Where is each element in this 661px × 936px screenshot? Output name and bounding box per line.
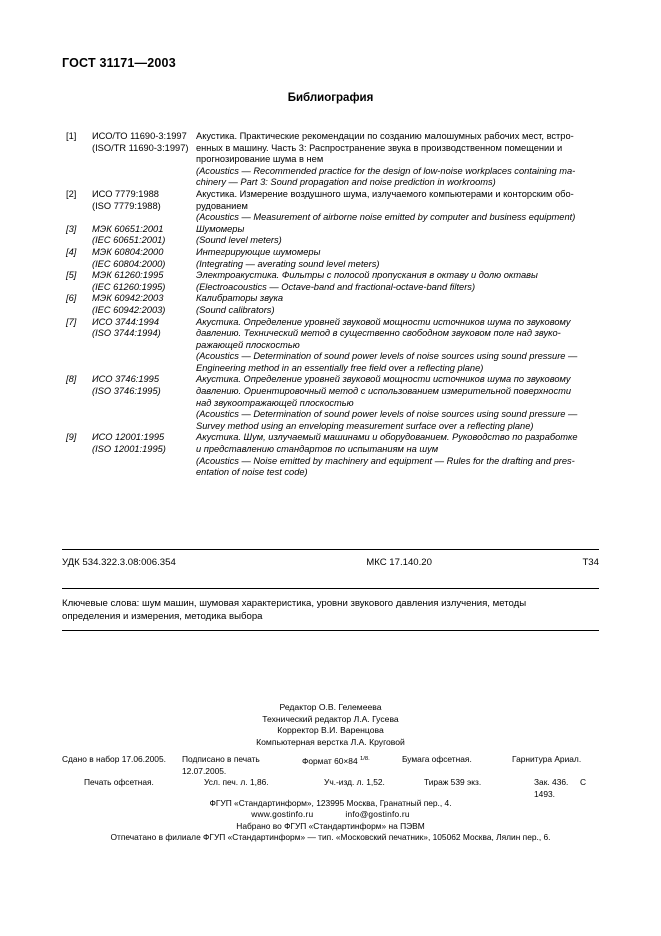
divider-middle [62, 588, 599, 589]
paper-format [302, 754, 402, 777]
keywords-block [62, 597, 602, 623]
bibliography-entry-number: [4] [66, 246, 77, 257]
print-info-block [62, 754, 602, 800]
bibliography-entry-number: [8] [66, 374, 77, 385]
bibliography-entry-number: [2] [66, 188, 77, 199]
bibliography-entry-line: над звукоотражающей плоскостью [196, 397, 354, 408]
order-number-value: Зак. 436. [534, 777, 569, 788]
bibliography-entry-line-translit: (Acoustics — Recommended practice for the design of low-noise workplaces containing ma- [196, 165, 576, 176]
bibliography-entry-line: Акустика. Определение уровней звуковой мощности источников шума по звуковому [196, 374, 571, 385]
bibliography-entry-line-translit: (Acoustics — Noise emitted by machinery and equipment — Rules for the drafting and pres- [196, 455, 575, 466]
print-info-row-1 [62, 754, 602, 777]
bibliography-entry-code-primary: ИСО 3746:1995 [92, 374, 160, 385]
layout-line: Компьютерная верстка Л.А. Круговой [256, 736, 405, 747]
bibliography-entry-text [196, 270, 606, 293]
bibliography-entry-line-translit: (Electroacoustics — Octave-band and fractional-octave-band filters) [196, 281, 476, 292]
bibliography-entry-line-translit: (Acoustics — Measurement of airborne noise emitted by computer and business equipment) [196, 212, 576, 223]
bibliography-entry-code [92, 224, 196, 247]
bibliography-entry-code-primary: ИСО 12001:1995 [92, 432, 165, 443]
keywords-line-1: Ключевые слова: шум машин, шумовая характеристика, уровни звукового давления излучения, методы [62, 598, 527, 609]
credits-block [0, 702, 661, 748]
bibliography-entry [66, 374, 606, 432]
bibliography-entry-number: [5] [66, 270, 77, 281]
publisher-contacts [0, 809, 661, 820]
conditional-sheets: Усл. печ. л. 1,86. [204, 777, 269, 788]
bibliography-list [66, 131, 606, 479]
bibliography-entry-text [196, 131, 606, 189]
bibliography-entry-code [92, 189, 196, 212]
bibliography-entry-line: Калибраторы звука [196, 293, 284, 304]
bibliography-entry-number: [3] [66, 223, 77, 234]
bibliography-entry-number: [1] [66, 131, 77, 141]
paper-type: Бумага офсетная. [402, 754, 472, 764]
bibliography-entry-line: ражающей плоскостью [196, 339, 300, 350]
bibliography-entry [66, 247, 606, 270]
bibliography-entry-text [196, 374, 606, 432]
keywords-line-2: определения и измерения, методика выбора [62, 611, 263, 622]
bibliography-entry-line: Акустика. Измерение воздушного шума, излучаемого компьютерами и конторским обо- [196, 188, 574, 199]
bibliography-entry-line-translit: (Sound calibrators) [196, 304, 275, 315]
bibliography-entry-code [92, 293, 196, 316]
bibliography-entry-line: и представлению стандартов по испытаниям на шум [196, 444, 439, 455]
bibliography-entry [66, 270, 606, 293]
publisher-email[interactable]: info@gostinfo.ru [345, 809, 410, 820]
bibliography-entry-code [92, 317, 196, 340]
typeset-date: Сдано в набор 17.06.2005. [62, 754, 166, 764]
bibliography-entry-code [92, 131, 196, 154]
classification-codes [62, 557, 599, 568]
bibliography-entry-line-translit: entation of noise test code) [196, 467, 308, 478]
bibliography-entry-code-primary: МЭК 60942:2003 [92, 293, 164, 304]
bibliography-entry-line-translit: (Acoustics — Determination of sound power levels of noise sources using sound pressure — [196, 409, 578, 420]
bibliography-entry-line: Интегрирующие шумомеры [196, 246, 321, 257]
bibliography-entry-code-secondary: (ISO 12001:1995) [92, 444, 166, 455]
paper-format-fraction: 1/8. [359, 756, 370, 762]
bibliography-entry-code-primary: МЭК 61260:1995 [92, 270, 164, 281]
bibliography-entry-code-secondary: (IEC 60651:2001) [92, 235, 166, 246]
paper-format-value: Формат 60×84 [302, 755, 358, 766]
publishing-sheets: Уч.-изд. л. 1,52. [324, 777, 385, 788]
corrector-line: Корректор В.И. Варенцова [277, 725, 384, 736]
bibliography-entry-line: рудованием [196, 200, 248, 211]
bibliography-entry [66, 224, 606, 247]
bibliography-entry-text [196, 224, 606, 247]
editor-line: Редактор О.В. Гелемеева [279, 702, 382, 712]
bibliography-entry-code-secondary: (ISO/TR 11690-3:1997) [92, 142, 189, 153]
bibliography-entry-number: [6] [66, 293, 77, 304]
bibliography-entry-code-primary: МЭК 60651:2001 [92, 223, 164, 234]
bibliography-entry-code-primary: МЭК 60804:2000 [92, 246, 164, 257]
bibliography-entry-line: давлению. Технический метод в существенно свободном звуковом поле над звуко- [196, 328, 561, 339]
bibliography-entry-line-translit: (Acoustics — Determination of sound power levels of noise sources using sound pressure — [196, 351, 578, 362]
bibliography-entry-line: Акустика. Определение уровней звуковой мощности источников шума по звуковому [196, 316, 571, 327]
bibliography-entry-number: [9] [66, 432, 77, 443]
bibliography-entry-code-secondary: (IEC 60804:2000) [92, 258, 166, 269]
bibliography-entry-code-secondary: (IEC 60942:2003) [92, 304, 166, 315]
bibliography-entry-line-translit: Engineering method in an essentially free field over a reflecting plane) [196, 362, 484, 373]
divider-bottom [62, 630, 599, 631]
publisher-address: ФГУП «Стандартинформ», 123995 Москва, Гранатный пер., 4. [209, 798, 452, 808]
bibliography-entry-line-translit: chinery — Part 3: Sound propagation and noise prediction in workrooms) [196, 177, 496, 188]
bibliography-entry-code-secondary: (ISO 7779:1988) [92, 200, 161, 211]
bibliography-entry [66, 293, 606, 316]
bibliography-entry-text [196, 189, 606, 224]
typeface: Гарнитура Ариал. [512, 754, 582, 764]
order-number [534, 777, 602, 800]
bibliography-entry-line-translit: (Sound level meters) [196, 235, 282, 246]
bibliography-entry-line: давлению. Ориентировочный метод с использованием измерительной поверхности [196, 386, 572, 397]
bibliography-entry-code [92, 432, 196, 455]
bibliography-entry-code-secondary: (ISO 3746:1995) [92, 386, 161, 397]
divider-top [62, 549, 599, 550]
page-title: Библиография [287, 92, 374, 104]
bibliography-entry-line: енных в машину. Часть 3: Распространение звука в производственном помещении и [196, 142, 563, 153]
bibliography-entry-text [196, 247, 606, 270]
bibliography-entry-code [92, 270, 196, 293]
bibliography-entry [66, 317, 606, 375]
udk-code: УДК 534.322.3.08:006.354 [62, 557, 176, 568]
print-info-row-2 [62, 777, 602, 800]
bibliography-entry-number: [7] [66, 316, 77, 327]
bibliography-entry-text [196, 293, 606, 316]
mks-code: МКС 17.140.20 [366, 557, 432, 568]
bibliography-entry-text [196, 432, 606, 478]
publisher-block [0, 798, 661, 844]
okс-code: Т34 [582, 557, 599, 568]
bibliography-entry [66, 189, 606, 224]
standard-id-header: ГОСТ 31171—2003 [62, 56, 176, 70]
bibliography-entry [66, 131, 606, 189]
bibliography-entry-text [196, 317, 606, 375]
typeset-at: Набрано во ФГУП «Стандартинформ» на ПЭВМ [236, 820, 425, 831]
bibliography-entry-code-primary: ИСО 3744:1994 [92, 316, 160, 327]
bibliography-entry-code-secondary: (ISO 3744:1994) [92, 328, 161, 339]
bibliography-entry-code-secondary: (IEC 61260:1995) [92, 281, 166, 292]
print-code-value: С 1493. [534, 777, 587, 799]
bibliography-entry-line-translit: (Integrating — averating sound level meters) [196, 258, 380, 269]
bibliography-entry-code [92, 374, 196, 397]
bibliography-entry-line: Электроакустика. Фильтры с полосой пропускания в октаву и долю октавы [196, 270, 538, 281]
publisher-website[interactable]: www.gostinfo.ru [251, 809, 314, 820]
printed-at: Отпечатано в филиале ФГУП «Стандартинформ» — тип. «Московский печатник», 105062 Москва, Лялин пер., 6. [110, 832, 551, 843]
print-run: Тираж 539 экз. [424, 777, 482, 788]
technical-editor-line: Технический редактор Л.А. Гусева [262, 713, 399, 724]
bibliography-entry-line: Акустика. Практические рекомендации по созданию малошумных рабочих мест, встро- [196, 131, 574, 141]
bibliography-entry-code-primary: ИСО/ТО 11690-3:1997 [92, 131, 187, 141]
bibliography-entry-line: Шумомеры [196, 223, 245, 234]
bibliography-entry [66, 432, 606, 478]
bibliography-entry-line: прогнозирование шума в нем [196, 154, 324, 165]
print-date: Подписано в печать 12.07.2005. [182, 754, 260, 776]
bibliography-entry-line-translit: Survey method using an enveloping measurement surface over a reflecting plane) [196, 420, 534, 431]
bibliography-entry-line: Акустика. Шум, излучаемый машинами и оборудованием. Руководство по разработке [196, 432, 578, 443]
bibliography-entry-code [92, 247, 196, 270]
print-method: Печать офсетная. [84, 777, 154, 788]
bibliography-entry-code-primary: ИСО 7779:1988 [92, 188, 159, 199]
